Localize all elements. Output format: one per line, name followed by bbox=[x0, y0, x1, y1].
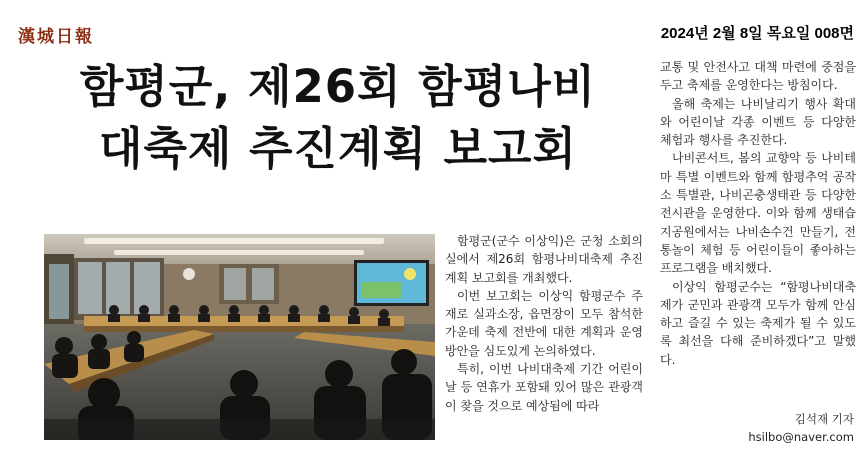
paragraph: 교통 및 안전사고 대책 마련에 중점을 두고 축제를 운영한다는 방침이다. bbox=[660, 60, 856, 93]
article-headline bbox=[38, 56, 638, 180]
paragraph: 올해 축제는 나비날리기 행사 확대와 어린이날 각종 이벤트 등 다양한 체험과 행사를 추진한다. bbox=[660, 96, 856, 148]
headline-line-2: 대축제 추진계획 보고회 bbox=[98, 122, 578, 175]
reporter-name: 김석재 기자 bbox=[794, 412, 854, 426]
paragraph: 특히, 이번 나비대축제 기간 어린이날 등 연휴가 포함돼 있어 많은 관광객이 찾을 것으로 예상됨에 따라 bbox=[445, 362, 643, 413]
issue-date: 2024년 2월 8일 목요일 008면 bbox=[660, 25, 854, 42]
meeting-room-image bbox=[44, 234, 435, 440]
newspaper-name: 漢城日報 bbox=[18, 27, 94, 47]
article-body-column-middle bbox=[445, 232, 643, 415]
headline-line-1: 함평군, 제26회 함평나비 bbox=[79, 60, 597, 113]
paragraph: 함평군(군수 이상익)은 군청 소회의실에서 제26회 함평나비대축제 추진계획 보고회를 개최했다. bbox=[445, 234, 643, 285]
masthead bbox=[0, 0, 868, 52]
paragraph: 이번 보고회는 이상익 함평군수 주재로 실과소장, 읍면장이 모두 참석한 가운데 축제 전반에 대한 계획과 운영방안을 심도있게 논의하였다. bbox=[445, 288, 643, 358]
reporter-email: hsilbo@naver.com bbox=[748, 430, 854, 444]
paragraph: 나비콘서트, 봄의 교향악 등 나비테마 특별 이벤트와 함께 함평추억 공작소 특별관, 나비곤충생태관 등 다양한 전시관을 운영한다. 이와 함께 생태습지공원에서는 나비손수건 만들기, 전통놀이 체험 등 어린이들이 좋아하는 프로그램을 배치했다. bbox=[660, 151, 856, 276]
meeting-photo bbox=[44, 234, 435, 440]
article-body-column-right bbox=[660, 58, 856, 369]
paragraph: 이상익 함평군수는 “함평나비대축제가 군민과 관광객 모두가 함께 안심하고 즐길 수 있는 축제가 될 수 있도록 최선을 다해 준비하겠다”고 말했다. bbox=[660, 279, 856, 367]
reporter-byline bbox=[654, 410, 854, 446]
